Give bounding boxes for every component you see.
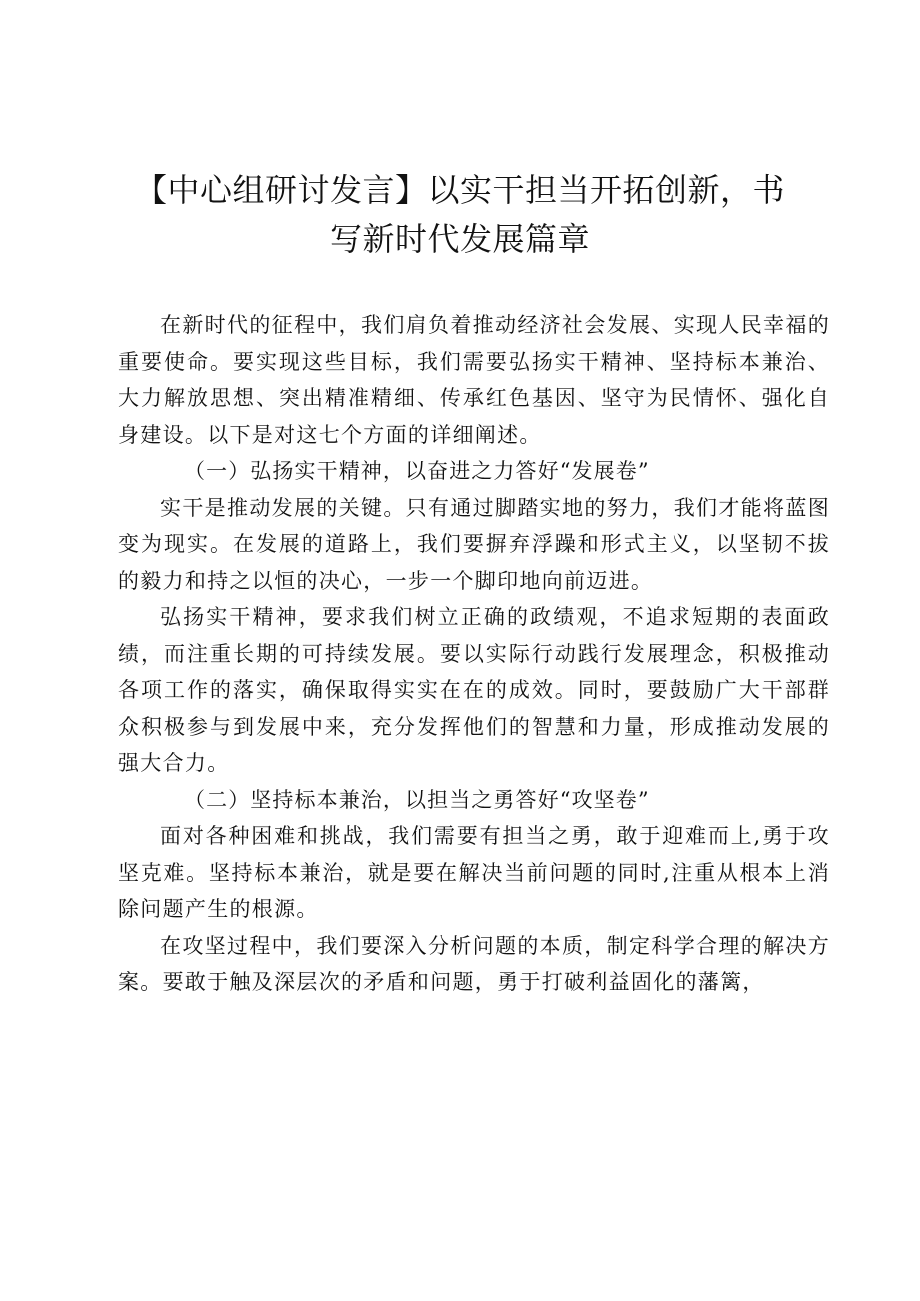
document-body <box>118 307 830 1001</box>
body-paragraph: 面对各种困难和挑战，我们需要有担当之勇，敢于迎难而上,勇于攻坚克难。坚持标本兼治，就是要在解决当前问题的同时,注重从根本上消除问题产生的根源。 <box>118 824 830 921</box>
section-heading-1: （一）弘扬实干精神，以奋进之力答好“发展卷” <box>184 459 650 483</box>
title-line-1: 【中心组研讨发言】以实干担当开拓创新，书 <box>134 171 785 209</box>
section-heading-2: （二）坚持标本兼治，以担当之勇答好“攻坚卷” <box>184 787 650 812</box>
intro-paragraph: 在新时代的征程中，我们肩负着推动经济社会发展、实现人民幸福的重要使命。要实现这些目标，我们需要弘扬实干精神、坚持标本兼治、大力解放思想、突出精准精细、传承红色基因、坚守为民情怀、强化自身建设。以下是对这七个方面的详细阐述。 <box>118 313 830 447</box>
title-line-2: 写新时代发展篇章 <box>329 220 590 258</box>
document-title <box>0 166 920 264</box>
body-paragraph: 弘扬实干精神，要求我们树立正确的政绩观，不追求短期的表面政绩，而注重长期的可持续发展。要以实际行动践行发展理念，积极推动各项工作的落实，确保取得实实在在的成效。同时，要鼓励广大干部群众积极参与到发展中来，充分发挥他们的智慧和力量，形成推动发展的强大合力。 <box>118 605 830 775</box>
body-paragraph: 在攻坚过程中，我们要深入分析问题的本质，制定科学合理的解决方案。要敢于触及深层次的矛盾和问题，勇于打破利益固化的藩篱， <box>118 933 830 994</box>
body-paragraph: 实干是推动发展的关键。只有通过脚踏实地的努力，我们才能将蓝图变为现实。在发展的道路上，我们要摒弃浮躁和形式主义，以坚韧不拔的毅力和持之以恒的决心，一步一个脚印地向前迈进。 <box>118 495 830 593</box>
